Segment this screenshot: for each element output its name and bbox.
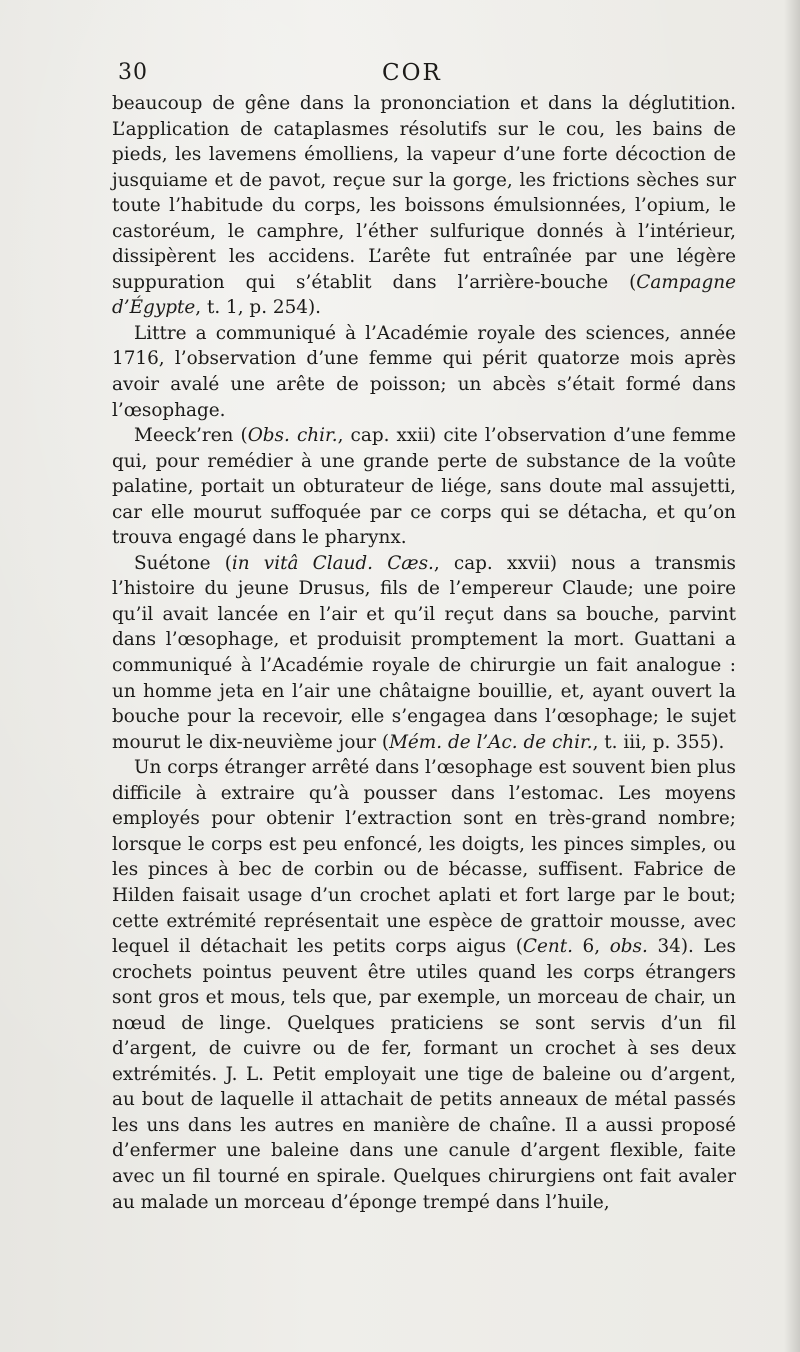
paragraph-p4	[112, 551, 736, 755]
paragraph-p2	[112, 321, 736, 423]
text-run: , t. iii, p. 355).	[592, 731, 725, 753]
text-run: , cap. xxvii) nous a transmis l’histoire du jeune Drusus, fils de l’empereur Claude; une poire qu’il avait lancée en l’air et qu’il reçut dans sa bouche, parvint dans l’œsophage, et produisit promptement la mort. Guattani a communiqué à l’Académie royale de chirurgie un fait analogue : un homme jeta en l’air une châtaigne bouillie, et, ayant ouvert la bouche pour la recevoir, elle s’engagea dans l’œsophage; le sujet mourut le dix-neuvième jour (	[112, 552, 736, 753]
page-number: 30	[118, 60, 148, 85]
citation-italic: Cent.	[522, 936, 573, 958]
citation-italic: obs.	[609, 936, 648, 958]
text-run: Un corps étranger arrêté dans l’œsophage est souvent bien plus difficile à extraire qu’à pousser dans l’estomac. Les moyens employés pour obtenir l’extraction sont en très-grand nombre; lorsque le corps est peu enfoncé, les doigts, les pinces simples, ou les pinces à bec de corbin ou de bécasse, suffisent. Fabrice de Hilden faisait usage d’un crochet aplati et fort large par le bout; cette extrémité représentait une espèce de grattoir mousse, avec lequel il détachait les petits corps aigus (	[112, 757, 736, 958]
paragraph-p5	[112, 755, 736, 1215]
citation-italic: Obs. chir.	[247, 425, 338, 447]
paragraph-p3	[112, 423, 736, 551]
text-run: Meeck’ren (	[134, 425, 248, 447]
text-run: , t. 1, p. 254).	[195, 297, 322, 319]
body-text	[112, 91, 736, 1215]
text-run: , cap. xxii) cite l’observation d’une femme qui, pour remédier à une grande perte de substance de la voûte palatine, portait un obturateur de liége, sans doute mal assujetti, car elle mourut suffoquée par ce corps qui se détacha, et qu’on trouva engagé dans le pharynx.	[112, 425, 736, 549]
page-edge-shadow	[784, 0, 800, 1352]
page-header	[118, 60, 738, 90]
text-run: 34). Les crochets pointus peuvent être utiles quand les corps étrangers sont gros et mous, tels que, par exemple, un morceau de chair, un nœud de linge. Quelques praticiens se sont servis d’un fil d’argent, de cuivre ou de fer, formant un crochet à ses deux extrémités. J. L. Petit employait une tige de baleine ou d’argent, au bout de laquelle il attachait de petits anneaux de métal passés les uns dans les autres en manière de chaîne. Il a aussi proposé d’enfermer une baleine dans une canule d’argent flexible, faite avec un fil tourné en spirale. Quelques chirurgiens ont fait avaler au malade un morceau d’éponge trempé dans l’huile,	[112, 936, 736, 1213]
citation-italic: Mém. de l’Ac. de chir.	[389, 731, 593, 753]
text-run: beaucoup de gêne dans la prononciation et dans la déglutition. L’application de cataplasmes résolutifs sur le cou, les bains de pieds, les lavemens émolliens, la vapeur d’une forte décoction de jusquiame et de pavot, reçue sur la gorge, les frictions sèches sur toute l’habitude du corps, les boissons émulsionnées, l’opium, le castoréum, le camphre, l’éther sulfurique donnés à l’intérieur, dissipèrent les accidens. L’arête fut entraînée par une légère suppuration qui s’établit dans l’arrière-bouche (	[112, 93, 736, 293]
text-run: 6,	[572, 936, 610, 958]
citation-italic: Campagne d’Égypte	[112, 271, 736, 319]
citation-italic: in vitâ Claud. Cæs.	[231, 552, 434, 574]
text-run: Littre a communiqué à l’Académie royale des sciences, année 1716, l’observation d’une femme qui périt quatorze mois après avoir avalé une arête de poisson; un abcès s’était formé dans l’œsophage.	[112, 322, 736, 421]
running-head: COR	[382, 60, 442, 86]
text-run: Suétone (	[134, 552, 232, 574]
paragraph-p1	[112, 91, 736, 321]
